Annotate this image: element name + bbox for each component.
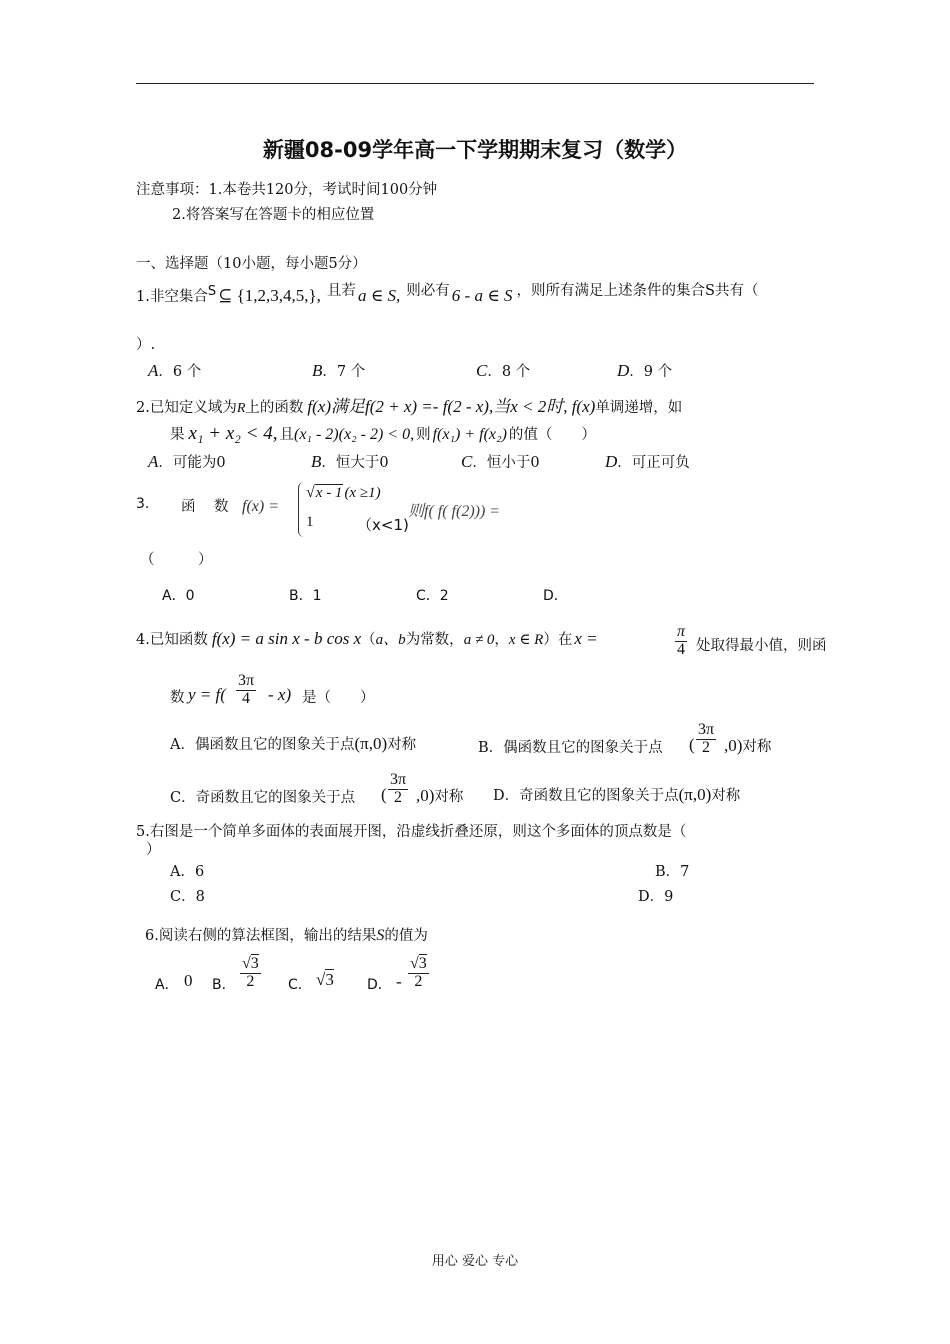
q3-fx: f(x) = — [242, 498, 279, 515]
q4-x-in-r: x ∈ R — [508, 632, 544, 648]
q4-line1: 4.已知函数 f(x) = a sin x - b cos x（a、b为常数，a ≠ 0，x ∈ R）在 x = — [136, 629, 598, 648]
q2-option-a: A．可能为0 — [148, 452, 226, 471]
notes-line1 — [136, 178, 437, 199]
q1-cond2: 则必有 — [406, 283, 450, 299]
q3-label: 函 数 — [181, 499, 231, 515]
q2-condition: f(x)满足f(2 + x) =- f(2 - x),当x < 2时, f(x) — [307, 397, 596, 416]
q4-option-b-paren: ( — [689, 735, 695, 754]
q3-option-b: B．1 — [289, 588, 322, 604]
q1-option-b: B．7 个 — [312, 361, 366, 380]
q4-line2-post: 是（ ） — [302, 690, 375, 706]
q6-S: S — [376, 927, 385, 944]
q4-option-a: A．偶函数且它的图象关于点(π,0)对称 — [170, 734, 417, 753]
q4-pi-over-4: $\frac{\pi}{4}$ — [677, 623, 686, 658]
q5-text: 5.右图是一个简单多面体的表面展开图，沿虚线折叠还原，则这个多面体的顶点数是（ — [136, 824, 687, 840]
q2-product: (x₁ - 2)(x₂ - 2) < 0, — [293, 426, 415, 443]
q2-option-b: B．恒大于0 — [311, 452, 389, 471]
q3-paren: （ ） — [140, 552, 213, 568]
q4-option-d: D．奇函数且它的图象关于点(π,0)对称 — [493, 785, 741, 804]
q6-option-d-minus: - — [396, 972, 402, 991]
q1-cond1: 且若 — [326, 283, 356, 299]
q6-option-b-label: B． — [212, 977, 236, 993]
q4-option-b: B．偶函数且它的图象关于点 — [478, 740, 663, 756]
q2-line2-post: 的值（ ） — [508, 427, 596, 443]
q4-option-c: C．奇函数且它的图象关于点 — [170, 790, 356, 806]
page-footer: 用心 爱心 专心 — [431, 1254, 519, 1269]
q2-option-d: D．可正可负 — [605, 452, 690, 471]
page-title: 新疆08-09学年高一下学期期末复习（数学） — [262, 138, 688, 162]
q3-cond1: (x ≥1) — [344, 485, 381, 501]
q6-option-a-value: 0 — [184, 971, 193, 990]
q4-option-c-tail: ,0)对称 — [416, 786, 464, 805]
q2-prefix: 2.已知定义域为 — [136, 400, 237, 416]
q3-option-d: D． — [543, 588, 568, 604]
q2-sum: x₁ + x₂ < 4, — [188, 423, 278, 444]
q4-line1-post: 处取得最小值，则函 — [696, 638, 827, 654]
q6-option-d-frac: $\frac{√3}{2}$ — [410, 955, 427, 990]
q1-subset: ⊆ {1,2,3,4,5,}, — [218, 286, 321, 305]
q5-option-b: B．7 — [655, 864, 690, 880]
q1-line — [136, 279, 758, 306]
q3-radicand: x - 1 — [315, 485, 343, 501]
q1-option-a: A．6 个 — [148, 361, 202, 380]
q3-then: 则f( f( f(2))) = — [408, 503, 501, 520]
q3-option-a: A．0 — [162, 588, 195, 604]
q4-3pi-over-4: $\frac{3\pi}{4}$ — [238, 672, 255, 707]
notes-item-2: 2.将答案写在答题卡的相应位置 — [172, 207, 375, 223]
q4-line2-pre: 数 — [170, 690, 185, 706]
q4-option-c-frac: $\frac{3\pi}{2}$ — [390, 771, 407, 806]
q2-option-c: C．恒小于0 — [461, 452, 540, 471]
q4-option-b-tail: ,0)对称 — [724, 736, 772, 755]
q3-option-c: C．2 — [416, 588, 449, 604]
q4-minus-x: - x) — [268, 685, 292, 704]
q6-post: 的值为 — [384, 928, 428, 944]
q4-option-b-frac: $\frac{3\pi}{2}$ — [698, 721, 715, 756]
q5-close: ） — [146, 842, 161, 858]
q4-option-c-paren: ( — [381, 785, 387, 804]
q2-then: 则 — [416, 427, 431, 443]
q1-option-d: D．9 个 — [617, 361, 673, 380]
q5-option-a: A．6 — [170, 864, 205, 880]
q3-case2-val: 1 — [306, 514, 314, 530]
q2-fsum: f(x₁) + f(x₂) — [432, 426, 507, 443]
q1-cond-a: a ∈ S, — [357, 286, 401, 305]
q6-option-d-label: D． — [367, 977, 392, 993]
q5-option-c: C．8 — [170, 889, 205, 905]
q3-case1: √x - 1 (x ≥1) — [306, 484, 381, 501]
q2-mid: 上的函数 — [245, 400, 304, 416]
q4-option-a-point: (π,0) — [354, 734, 388, 753]
q1-cond-b: 6 - a ∈ S — [451, 286, 513, 305]
q2-line1 — [136, 392, 682, 417]
q4-y: y = f( — [188, 685, 226, 704]
q2-line1-post: 单调递增，如 — [595, 400, 683, 416]
section-heading: 一、选择题（10小题，每小题5分） — [136, 256, 367, 272]
header-rule — [136, 83, 814, 84]
q3-case2-cond: （x<1) — [357, 516, 409, 534]
q2-line2-pre: 果 — [170, 427, 185, 443]
notes-item-1: 1.本卷共120分，考试时间100分钟 — [208, 182, 438, 198]
q4-a-neq: a ≠ 0 — [463, 632, 495, 648]
q1-close: ）. — [136, 337, 156, 353]
notes-label: 注意事项： — [136, 182, 209, 198]
q1-prefix: 1.非空集合 — [136, 289, 208, 305]
q6-text: 6.阅读右侧的算法框图，输出的结果 — [145, 928, 377, 944]
q4-expr: f(x) = a sin x - b cos x — [211, 629, 362, 648]
q3-number: 3. — [136, 496, 150, 512]
q6-option-c-label: C． — [288, 977, 312, 993]
q4-ab: a、b — [375, 632, 406, 648]
q4-prefix: 4.已知函数 — [136, 632, 208, 648]
q6-option-b-frac: $\frac{√3}{2}$ — [242, 955, 259, 990]
q5-option-d: D．9 — [638, 889, 674, 905]
q1-post: ，则所有满足上述条件的集合S共有（ — [516, 283, 759, 299]
q6-line — [145, 924, 428, 945]
q2-and: 且 — [279, 427, 294, 443]
q4-option-d-point: (π,0) — [678, 785, 712, 804]
q2-line2 — [170, 423, 596, 445]
q4-x-eq: x = — [574, 629, 598, 648]
q2-R: R — [236, 401, 246, 416]
q1-option-c: C．8 个 — [476, 361, 531, 380]
q1-set-s: S — [207, 284, 217, 299]
q6-option-a-label: A． — [155, 977, 179, 993]
q6-option-c-value: √3 — [316, 970, 334, 989]
